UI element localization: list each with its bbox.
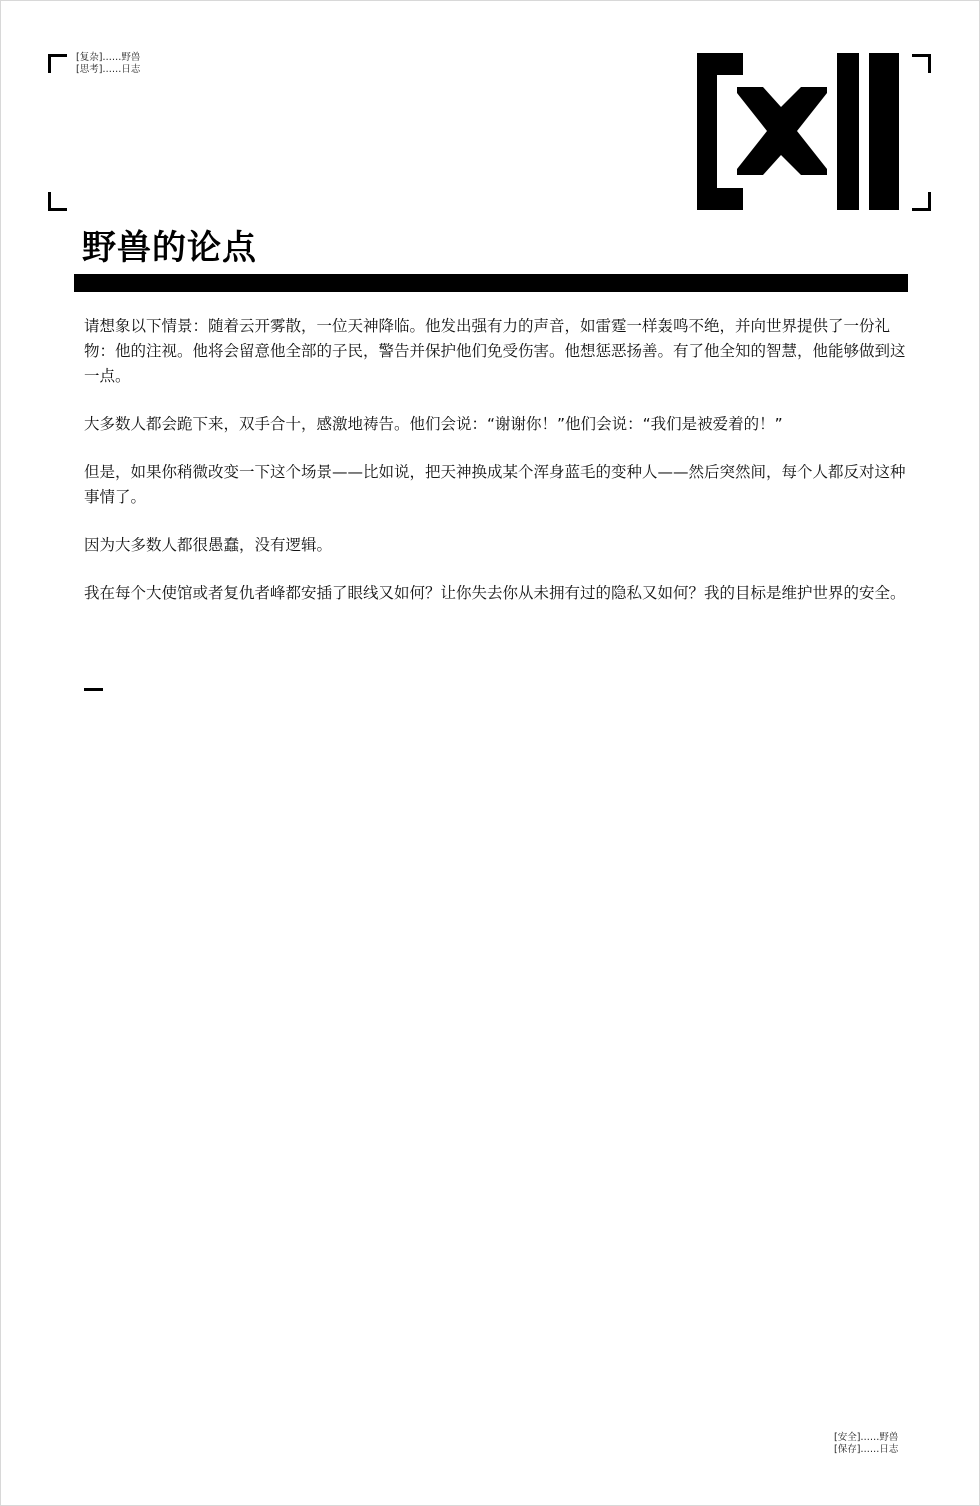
footer-meta-line-1: [安全]……野兽 — [834, 1432, 899, 1443]
title-underline-bar — [74, 274, 908, 292]
corner-bracket-bottom-right — [912, 192, 931, 211]
header-meta-line-1: [复杂]……野兽 — [76, 52, 141, 63]
page-title: 野兽的论点 — [82, 228, 257, 268]
x-men-logo-icon — [697, 53, 899, 210]
paragraph-1: 请想象以下情景：随着云开雾散，一位天神降临。他发出强有力的声音，如雷霆一样轰鸣不绝，并向世界提供了一份礼物：他的注视。他将会留意他全部的子民，警告并保护他们免受伤害。他想惩恶扬善。有了他全知的智慧，他能够做到这一点。 — [84, 317, 906, 385]
paragraph-4: 因为大多数人都很愚蠢，没有逻辑。 — [84, 536, 333, 554]
paragraph-3: 但是，如果你稍微改变一下这个场景——比如说，把天神换成某个浑身蓝毛的变种人——然后突然间，每个人都反对这种事情了。 — [84, 463, 906, 506]
article-body — [84, 314, 906, 629]
corner-bracket-bottom-left — [48, 192, 67, 211]
footer-meta — [834, 1432, 898, 1456]
paragraph-5: 我在每个大使馆或者复仇者峰都安插了眼线又如何？让你失去你从未拥有过的隐私又如何？我的目标是维护世界的安全。 — [84, 584, 906, 602]
paragraph-2: 大多数人都会跪下来，双手合十，感激地祷告。他们会说：“谢谢你！”他们会说：“我们是被爱着的！” — [84, 415, 783, 433]
header-meta-line-2: [思考]……日志 — [76, 64, 141, 75]
end-mark — [84, 688, 103, 691]
header-meta — [76, 52, 140, 76]
corner-bracket-top-right — [912, 54, 931, 73]
corner-bracket-top-left — [48, 54, 67, 73]
footer-meta-line-2: [保存]……日志 — [834, 1444, 899, 1455]
